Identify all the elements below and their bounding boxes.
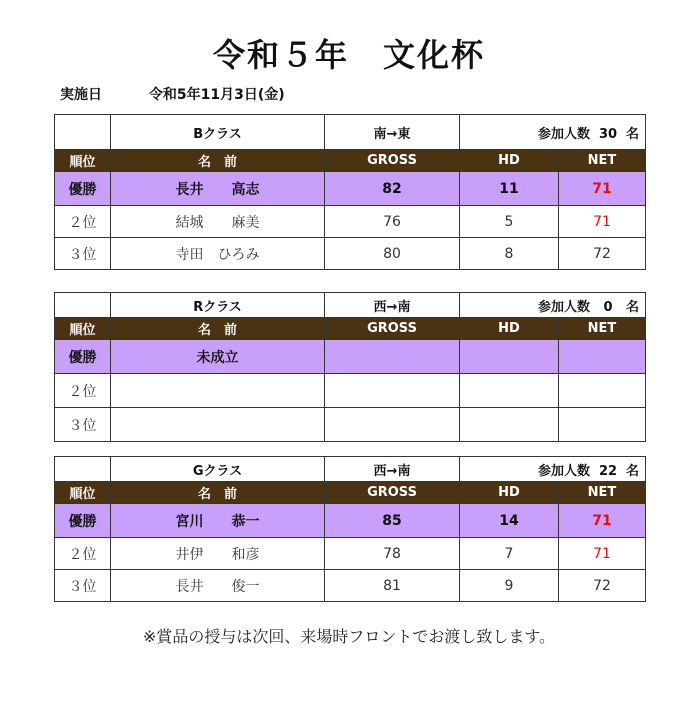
header-gross: GROSS — [325, 150, 460, 172]
gross-cell — [325, 374, 460, 408]
participants-label: 参加人数 — [537, 126, 590, 142]
header-hd: HD — [460, 482, 559, 504]
header-hd: HD — [460, 318, 559, 340]
net-cell — [559, 374, 646, 408]
course-name: 西→南 — [325, 457, 460, 482]
table-row — [55, 238, 646, 270]
table-row — [55, 570, 646, 602]
table-row — [55, 374, 646, 408]
class-name: Gクラス — [111, 457, 325, 482]
participants-label: 参加人数 — [537, 463, 590, 479]
date-label: 実施日 — [60, 87, 102, 103]
gross-cell: 85 — [325, 504, 460, 538]
header-net: NET — [559, 482, 646, 504]
header-name: 名 前 — [111, 482, 325, 504]
course-name: 西→南 — [325, 293, 460, 318]
header-name: 名 前 — [111, 150, 325, 172]
net-cell — [559, 340, 646, 374]
net-cell — [559, 408, 646, 442]
footer-note: ※賞品の授与は次回、来場時フロントでお渡し致します。 — [142, 627, 556, 646]
participants-count: 0 — [603, 299, 613, 315]
name-cell: 井伊 和彦 — [111, 538, 325, 570]
header-net: NET — [559, 318, 646, 340]
gross-cell: 78 — [325, 538, 460, 570]
corner-cell — [55, 115, 111, 150]
hd-cell — [460, 408, 559, 442]
participants-cell — [460, 457, 646, 482]
gross-cell — [325, 340, 460, 374]
rank-cell: ３位 — [55, 238, 111, 270]
table-row — [55, 172, 646, 206]
participants-unit: 名 — [625, 126, 639, 142]
rank-cell: 優勝 — [55, 504, 111, 538]
table-row — [55, 504, 646, 538]
results-table-b-class — [54, 114, 646, 270]
table-row — [55, 340, 646, 374]
hd-cell: 8 — [460, 238, 559, 270]
net-cell: 71 — [559, 172, 646, 206]
class-name: Rクラス — [111, 293, 325, 318]
header-net: NET — [559, 150, 646, 172]
participants-count: 30 — [598, 126, 618, 142]
name-cell: 長井 俊一 — [111, 570, 325, 602]
rank-cell: ３位 — [55, 570, 111, 602]
rank-cell: ２位 — [55, 538, 111, 570]
participants-label: 参加人数 — [537, 299, 590, 315]
participants-cell — [460, 115, 646, 150]
gross-cell: 82 — [325, 172, 460, 206]
participants-unit: 名 — [625, 299, 639, 315]
rank-cell: ２位 — [55, 206, 111, 238]
header-gross: GROSS — [325, 482, 460, 504]
course-name: 南→東 — [325, 115, 460, 150]
net-cell: 72 — [559, 238, 646, 270]
name-cell: 結城 麻美 — [111, 206, 325, 238]
participants-unit: 名 — [625, 463, 639, 479]
table-row — [55, 408, 646, 442]
rank-cell: 優勝 — [55, 340, 111, 374]
net-cell: 71 — [559, 206, 646, 238]
hd-cell: 5 — [460, 206, 559, 238]
date-value: 令和5年11月3日(金) — [148, 87, 285, 103]
hd-cell: 11 — [460, 172, 559, 206]
participants-cell — [460, 293, 646, 318]
results-table-g-class — [54, 456, 646, 602]
net-cell: 71 — [559, 538, 646, 570]
date-row — [60, 84, 285, 104]
rank-cell: ２位 — [55, 374, 111, 408]
name-cell — [111, 374, 325, 408]
hd-cell: 14 — [460, 504, 559, 538]
hd-cell: 9 — [460, 570, 559, 602]
header-rank: 順位 — [55, 318, 111, 340]
hd-cell — [460, 374, 559, 408]
hd-cell: 7 — [460, 538, 559, 570]
class-name: Bクラス — [111, 115, 325, 150]
header-rank: 順位 — [55, 482, 111, 504]
header-rank: 順位 — [55, 150, 111, 172]
net-cell: 71 — [559, 504, 646, 538]
gross-cell: 76 — [325, 206, 460, 238]
header-hd: HD — [460, 150, 559, 172]
gross-cell: 80 — [325, 238, 460, 270]
gross-cell: 81 — [325, 570, 460, 602]
name-cell: 長井 高志 — [111, 172, 325, 206]
results-table-r-class — [54, 292, 646, 442]
header-gross: GROSS — [325, 318, 460, 340]
participants-count: 22 — [598, 463, 618, 479]
corner-cell — [55, 293, 111, 318]
name-cell: 未成立 — [111, 340, 325, 374]
corner-cell — [55, 457, 111, 482]
net-cell: 72 — [559, 570, 646, 602]
name-cell: 宮川 恭一 — [111, 504, 325, 538]
hd-cell — [460, 340, 559, 374]
header-name: 名 前 — [111, 318, 325, 340]
page-title: 令和５年 文化杯 — [212, 36, 485, 74]
name-cell: 寺田 ひろみ — [111, 238, 325, 270]
gross-cell — [325, 408, 460, 442]
rank-cell: ３位 — [55, 408, 111, 442]
table-row — [55, 206, 646, 238]
name-cell — [111, 408, 325, 442]
table-row — [55, 538, 646, 570]
rank-cell: 優勝 — [55, 172, 111, 206]
